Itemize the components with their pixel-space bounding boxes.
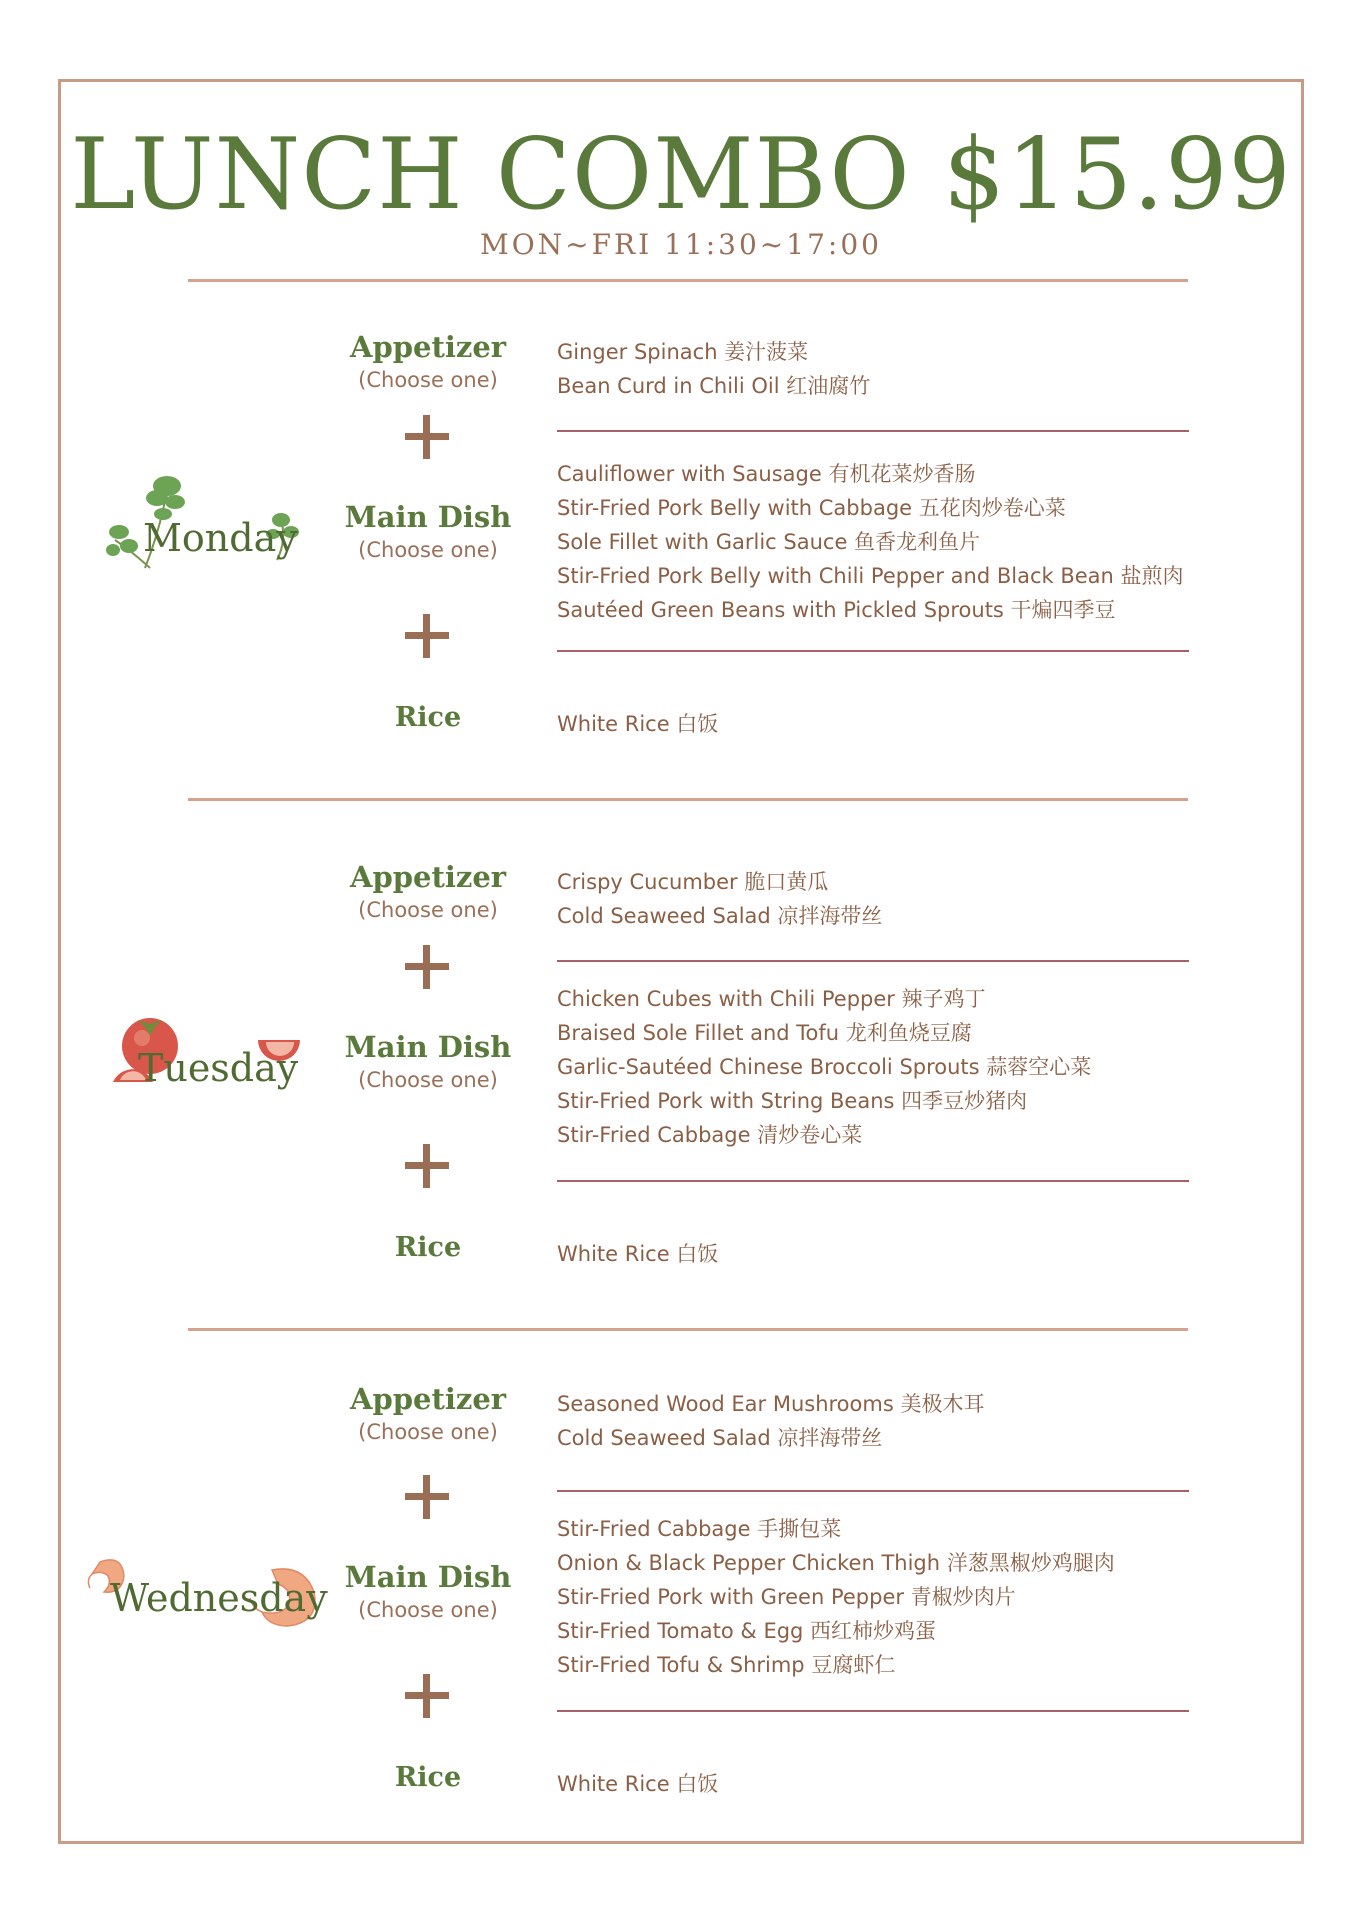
- header-divider: [188, 279, 1188, 282]
- plus-icon: [405, 1144, 449, 1188]
- choose-one-note: (Choose one): [358, 1420, 498, 1444]
- plus-icon: [405, 1674, 449, 1718]
- appetizer-list: [557, 335, 870, 403]
- choose-one-note: (Choose one): [358, 1068, 498, 1092]
- main-dish-list: [557, 1512, 1115, 1682]
- section-rule: [557, 1490, 1189, 1492]
- list-item: Cold Seaweed Salad 凉拌海带丝: [557, 904, 883, 928]
- menu-hours: MON~FRI 11:30~17:00: [480, 228, 882, 261]
- list-item: Sole Fillet with Garlic Sauce 鱼香龙利鱼片: [557, 530, 981, 554]
- list-item: Onion & Black Pepper Chicken Thigh 洋葱黑椒炒鸡腿肉: [557, 1551, 1115, 1575]
- day-name: Wednesday: [110, 1576, 328, 1620]
- rice-item: White Rice 白饭: [557, 1242, 719, 1266]
- list-item: Stir-Fried Pork Belly with Chili Pepper and Black Bean 盐煎肉: [557, 564, 1184, 588]
- appetizer-heading: Appetizer: [349, 1382, 507, 1416]
- day-section-wednesday: [0, 1380, 1362, 1860]
- main-dish-heading: Main Dish: [344, 1560, 512, 1594]
- section-rule: [557, 430, 1189, 432]
- list-item: Ginger Spinach 姜汁菠菜: [557, 340, 809, 364]
- main-dish-list: [557, 457, 1184, 627]
- plus-icon: [405, 415, 449, 459]
- plus-icon: [405, 614, 449, 658]
- rice-item: White Rice 白饭: [557, 712, 719, 736]
- list-item: Stir-Fried Pork with String Beans 四季豆炒猪肉: [557, 1089, 1028, 1113]
- plus-icon: [405, 945, 449, 989]
- list-item: Stir-Fried Cabbage 手撕包菜: [557, 1517, 842, 1541]
- section-rule: [557, 650, 1189, 652]
- day-section-tuesday: [0, 850, 1362, 1330]
- list-item: Stir-Fried Pork with Green Pepper 青椒炒肉片: [557, 1585, 1016, 1609]
- list-item: Garlic-Sautéed Chinese Broccoli Sprouts 蒜蓉空心菜: [557, 1055, 1092, 1079]
- plus-icon: [405, 1475, 449, 1519]
- main-dish-heading: Main Dish: [344, 500, 512, 534]
- rice-item: White Rice 白饭: [557, 1772, 719, 1796]
- main-dish-list: [557, 982, 1091, 1152]
- menu-title: LUNCH COMBO $15.99: [70, 118, 1292, 232]
- appetizer-heading: Appetizer: [349, 860, 507, 894]
- rice-heading: Rice: [394, 1232, 462, 1263]
- list-item: Chicken Cubes with Chili Pepper 辣子鸡丁: [557, 987, 986, 1011]
- list-item: Cauliflower with Sausage 有机花菜炒香肠: [557, 462, 976, 486]
- list-item: Stir-Fried Tofu & Shrimp 豆腐虾仁: [557, 1653, 896, 1677]
- list-item: Stir-Fried Tomato & Egg 西红柿炒鸡蛋: [557, 1619, 937, 1643]
- rice-heading: Rice: [394, 702, 462, 733]
- appetizer-heading: Appetizer: [349, 330, 507, 364]
- list-item: Stir-Fried Pork Belly with Cabbage 五花肉炒卷心菜: [557, 496, 1066, 520]
- section-rule: [557, 1710, 1189, 1712]
- day-section-monday: [0, 320, 1362, 800]
- day-divider: [188, 1328, 1188, 1331]
- choose-one-note: (Choose one): [358, 368, 498, 392]
- section-rule: [557, 1180, 1189, 1182]
- day-name: Monday: [143, 516, 298, 560]
- choose-one-note: (Choose one): [358, 1598, 498, 1622]
- list-item: Stir-Fried Cabbage 清炒卷心菜: [557, 1123, 863, 1147]
- list-item: Seasoned Wood Ear Mushrooms 美极木耳: [557, 1392, 985, 1416]
- day-name: Tuesday: [138, 1046, 299, 1090]
- section-rule: [557, 960, 1189, 962]
- main-dish-heading: Main Dish: [344, 1030, 512, 1064]
- list-item: Braised Sole Fillet and Tofu 龙利鱼烧豆腐: [557, 1021, 972, 1045]
- list-item: Bean Curd in Chili Oil 红油腐竹: [557, 374, 871, 398]
- appetizer-list: [557, 865, 882, 933]
- choose-one-note: (Choose one): [358, 538, 498, 562]
- day-divider: [188, 798, 1188, 801]
- list-item: Crispy Cucumber 脆口黄瓜: [557, 870, 829, 894]
- rice-heading: Rice: [394, 1762, 462, 1793]
- choose-one-note: (Choose one): [358, 898, 498, 922]
- list-item: Sautéed Green Beans with Pickled Sprouts 干煸四季豆: [557, 598, 1116, 622]
- appetizer-list: [557, 1387, 984, 1455]
- list-item: Cold Seaweed Salad 凉拌海带丝: [557, 1426, 883, 1450]
